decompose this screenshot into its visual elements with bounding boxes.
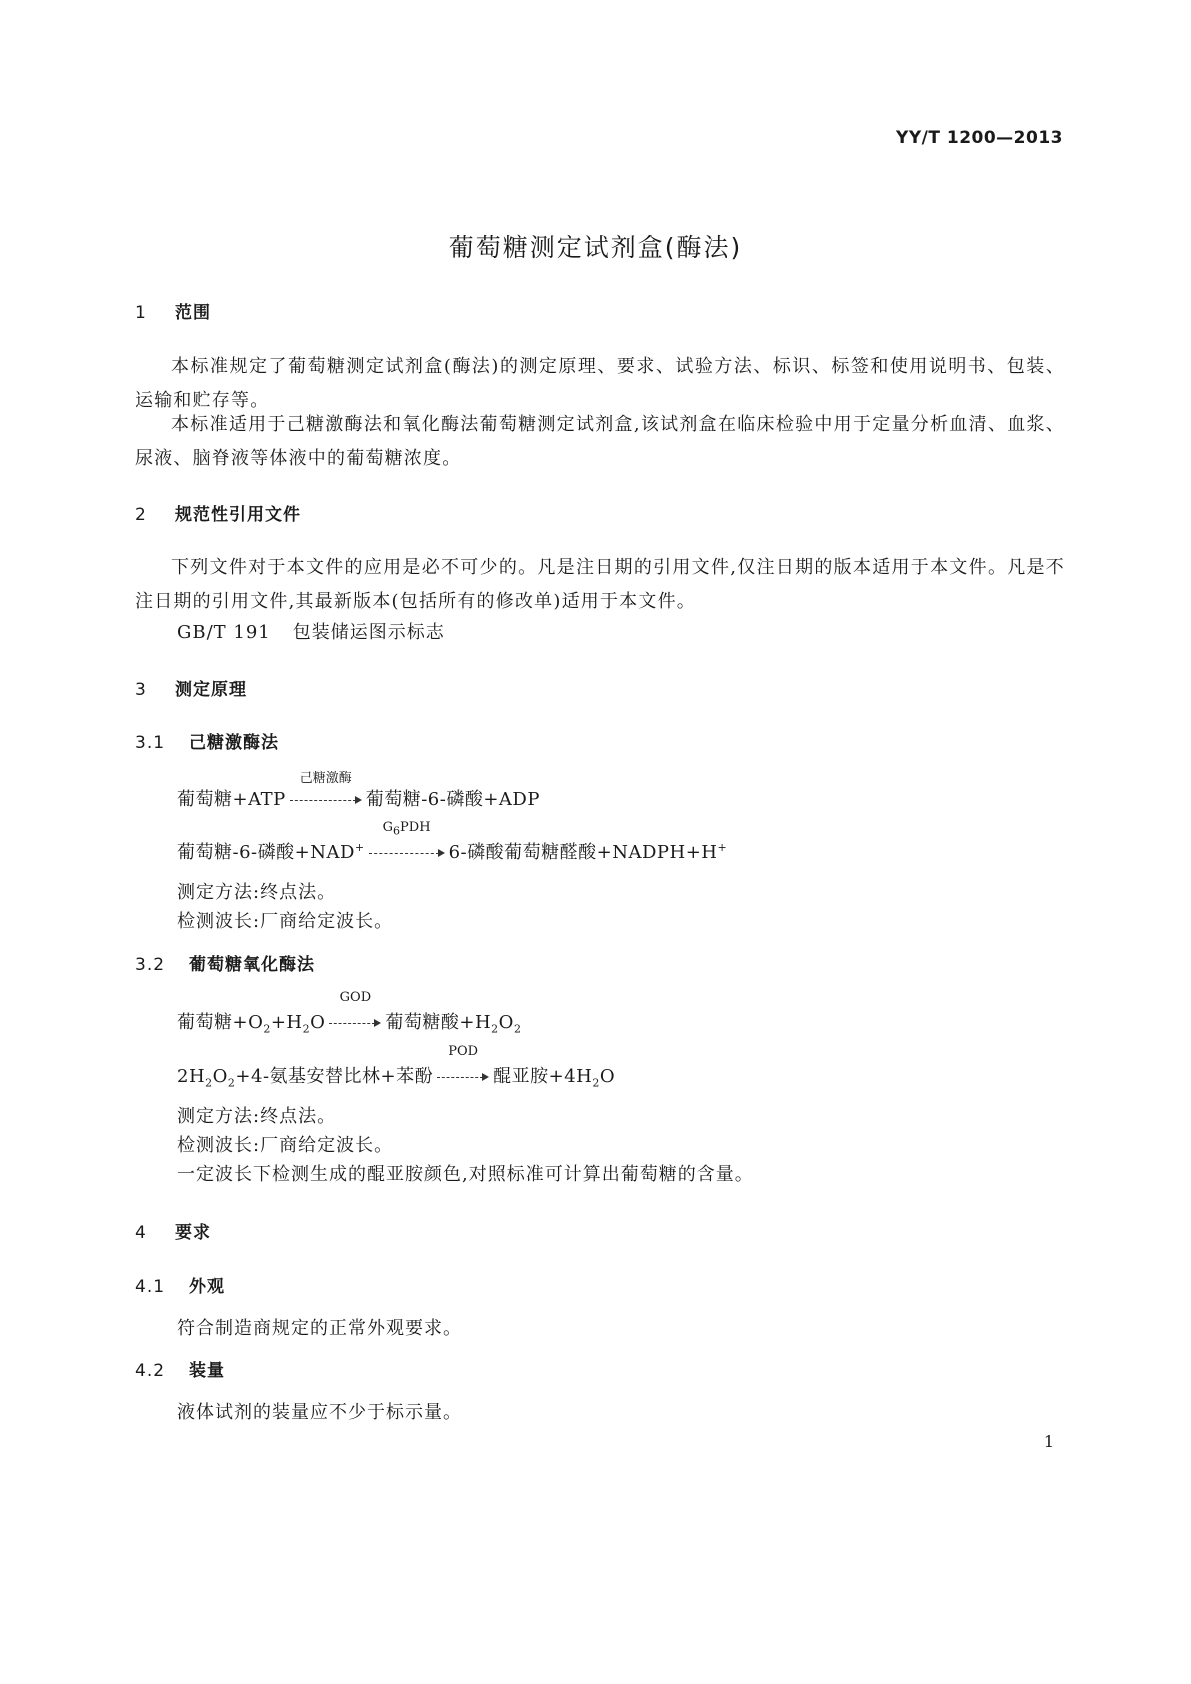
volume-requirement: 液体试剂的装量应不少于标示量。	[177, 1402, 462, 1423]
section-2-heading	[135, 500, 301, 525]
reaction-arrow	[437, 1044, 489, 1088]
enzyme-label: GOD	[339, 990, 372, 1005]
subsection-3-1-heading	[135, 728, 279, 753]
section-title: 规范性引用文件	[175, 505, 301, 525]
section-title: 要求	[175, 1223, 211, 1243]
subsection-3-2-heading	[135, 950, 315, 975]
reference-code: GB/T 191	[177, 622, 271, 643]
section-number: 4.1	[135, 1277, 166, 1297]
glucose-oxidase-equation-2	[177, 1034, 977, 1088]
hexokinase-equation-2	[177, 810, 977, 864]
page-number: 1	[1043, 1432, 1054, 1451]
products: 葡萄糖-6-磷酸+ADP	[365, 789, 540, 810]
section-title: 己糖激酶法	[189, 733, 279, 753]
scope-paragraph-1: 本标准规定了葡萄糖测定试剂盒(酶法)的测定原理、要求、试验方法、标识、标签和使用说明书、包装、运输和贮存等。	[135, 356, 1065, 411]
scope-paragraph-2: 本标准适用于己糖激酶法和氧化酶法葡萄糖测定试剂盒,该试剂盒在临床检验中用于定量分析血清、血浆、尿液、脑脊液等体液中的葡萄糖浓度。	[135, 414, 1065, 469]
enzyme-label: $G_6PDH$	[382, 820, 431, 838]
reference-title: 包装储运图示标志	[292, 622, 445, 643]
reactants: 葡萄糖+ATP	[177, 789, 286, 810]
hexokinase-equation-1	[177, 757, 977, 811]
reactants: 葡萄糖$+O_2+H_2O$	[177, 1012, 326, 1036]
standard-code: YY/T 1200—2013	[896, 128, 1063, 148]
section-title: 葡萄糖氧化酶法	[189, 955, 315, 975]
reactants: $2H_2O_2+4-$氨基安替比林+苯酚	[177, 1066, 434, 1090]
reactants: 葡萄糖-6-磷酸+NAD+	[177, 841, 365, 863]
section-number: 1	[135, 303, 147, 323]
calculation-note: 一定波长下检测生成的醌亚胺颜色,对照标准可计算出葡萄糖的含量。	[177, 1164, 754, 1185]
detection-wavelength: 检测波长:厂商给定波长。	[177, 1135, 394, 1156]
products: 醌亚胺$+4H_2O$	[493, 1066, 616, 1090]
reaction-arrow	[329, 990, 381, 1034]
section-title: 外观	[189, 1277, 225, 1297]
section-4-heading	[135, 1218, 211, 1243]
section-number: 3.2	[135, 955, 166, 975]
measurement-method: 测定方法:终点法。	[177, 1106, 337, 1127]
enzyme-label: 己糖激酶	[299, 771, 352, 786]
section-1-heading	[135, 298, 211, 323]
appearance-requirement: 符合制造商规定的正常外观要求。	[177, 1318, 462, 1339]
products: 6-磷酸葡萄糖醛酸+NADPH+H+	[448, 841, 728, 863]
subsection-4-2-heading	[135, 1356, 225, 1381]
products: 葡萄糖酸$+H_2O_2$	[385, 1012, 522, 1036]
section-title: 测定原理	[175, 680, 247, 700]
reference-item	[177, 618, 445, 644]
section-title: 装量	[189, 1361, 225, 1381]
section-number: 4.2	[135, 1361, 166, 1381]
measurement-method: 测定方法:终点法。	[177, 882, 337, 903]
section-number: 3.1	[135, 733, 166, 753]
normative-references-paragraph: 下列文件对于本文件的应用是必不可少的。凡是注日期的引用文件,仅注日期的版本适用于本文件。凡是不注日期的引用文件,其最新版本(包括所有的修改单)适用于本文件。	[135, 557, 1065, 612]
section-title: 范围	[175, 303, 211, 323]
reaction-arrow	[369, 820, 445, 864]
section-number: 2	[135, 505, 147, 525]
document-title: 葡萄糖测定试剂盒(酶法)	[448, 233, 743, 262]
reaction-arrow	[290, 771, 362, 811]
section-3-heading	[135, 675, 247, 700]
glucose-oxidase-equation-1	[177, 980, 977, 1034]
detection-wavelength: 检测波长:厂商给定波长。	[177, 911, 394, 932]
subsection-4-1-heading	[135, 1272, 225, 1297]
section-number: 3	[135, 680, 147, 700]
enzyme-label: POD	[448, 1044, 479, 1059]
section-number: 4	[135, 1223, 147, 1243]
